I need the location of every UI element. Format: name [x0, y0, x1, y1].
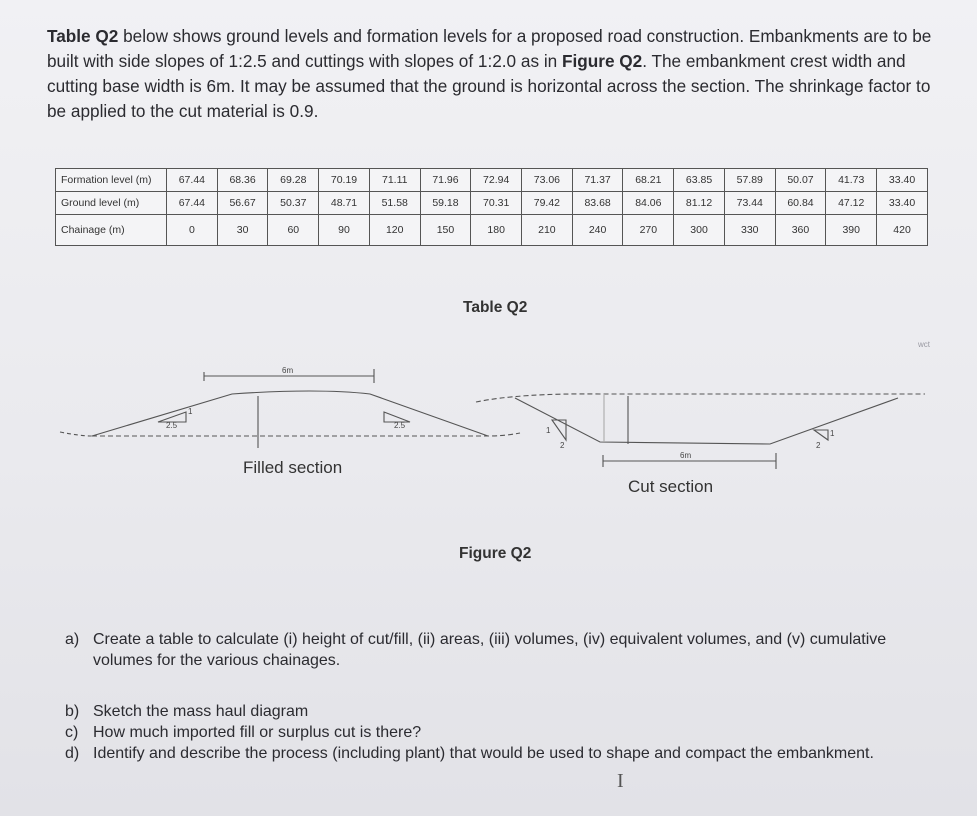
- table-cell: 210: [522, 215, 573, 246]
- cut-section-label: Cut section: [628, 477, 714, 496]
- table-cell: 73.44: [724, 192, 775, 215]
- table-cell: 59.18: [420, 192, 471, 215]
- question-text: Create a table to calculate (i) height of cut/fill, (ii) areas, (iii) volumes, (iv) equivalent volumes, and (v) cumulative volumes for the various chainages.: [93, 631, 887, 669]
- table-cell: 330: [724, 215, 775, 246]
- table-cell: 48.71: [319, 192, 370, 215]
- table-cell: 60.84: [775, 192, 826, 215]
- question-a: [65, 629, 945, 671]
- filled-section-label: Filled section: [243, 458, 343, 477]
- table-cell: 70.19: [319, 169, 370, 192]
- question-number: d): [65, 745, 80, 762]
- figure-reference: Figure Q2: [561, 51, 643, 71]
- question-text: How much imported fill or surplus cut is there?: [93, 724, 422, 741]
- table-cell: 68.36: [217, 169, 268, 192]
- fill-width-label: 6m: [282, 366, 294, 375]
- fill-slope-label-right: 2.5: [394, 421, 406, 430]
- cut-slope-triangle-right: [814, 430, 828, 440]
- cut-slope-rise-left: 1: [546, 426, 551, 435]
- table-cell: 120: [369, 215, 420, 246]
- table-cell: 79.42: [522, 192, 573, 215]
- question-text: Identify and describe the process (including plant) that would be used to shape and compact the embankment.: [93, 745, 874, 762]
- table-cell: 90: [319, 215, 370, 246]
- fill-ground-line: [92, 433, 520, 436]
- fill-ground-line-left: [60, 432, 92, 436]
- table-cell: 81.12: [674, 192, 725, 215]
- table-cell: 30: [217, 215, 268, 246]
- text-cursor-icon: I: [617, 770, 624, 792]
- table-cell: 67.44: [167, 192, 218, 215]
- table-cell: 60: [268, 215, 319, 246]
- table-cell: 70.31: [471, 192, 522, 215]
- table-cell: 71.11: [369, 169, 420, 192]
- table-cell: 150: [420, 215, 471, 246]
- cut-ground-line: [476, 394, 925, 402]
- table-cell: 71.96: [420, 169, 471, 192]
- question-list: [65, 701, 945, 764]
- table-cell: 300: [674, 215, 725, 246]
- table-cell: 67.44: [167, 169, 218, 192]
- table-cell: 71.37: [572, 169, 623, 192]
- table-reference: Table Q2: [47, 26, 119, 46]
- row-header: Ground level (m): [56, 192, 167, 215]
- question-c: [65, 722, 945, 743]
- table-cell: 420: [877, 215, 928, 246]
- table-cell: 57.89: [724, 169, 775, 192]
- embankment-outline: [92, 391, 488, 436]
- table-caption: Table Q2: [463, 299, 528, 316]
- cut-slope-label-right: 2: [816, 441, 821, 450]
- table-cell: 69.28: [268, 169, 319, 192]
- question-number: c): [65, 724, 79, 741]
- table-cell: 0: [167, 215, 218, 246]
- cut-slope-rise-right: 1: [830, 429, 835, 438]
- table-cell: 63.85: [674, 169, 725, 192]
- table-cell: 41.73: [826, 169, 877, 192]
- table-cell: 56.67: [217, 192, 268, 215]
- question-d: [65, 743, 945, 764]
- fill-slope-rise-left: 1: [188, 407, 193, 416]
- table-cell: 47.12: [826, 192, 877, 215]
- table-cell: 50.07: [775, 169, 826, 192]
- table-cell: 180: [471, 215, 522, 246]
- watermark: wct: [918, 340, 930, 349]
- row-header: Chainage (m): [56, 215, 167, 246]
- fill-slope-label-left: 2.5: [166, 421, 178, 430]
- figure-caption: Figure Q2: [459, 545, 532, 562]
- table-cell: 84.06: [623, 192, 674, 215]
- cutting-outline: [515, 398, 898, 444]
- table-cell: 390: [826, 215, 877, 246]
- question-number: a): [65, 631, 80, 648]
- table-cell: 51.58: [369, 192, 420, 215]
- intro-text-1: below shows ground levels and formation levels for a proposed road construction. Embankments are to be built with side slopes of 1:2.5 and cuttings with slopes of 1:2.0 as in: [47, 26, 932, 71]
- table-cell: 72.94: [471, 169, 522, 192]
- table-cell: 83.68: [572, 192, 623, 215]
- table-cell: 68.21: [623, 169, 674, 192]
- intro-text-2: . The embankment crest width and cutting base width is 6m. It may be assumed that the ground is horizontal across the section. The shrinkage factor to be applied to the cut material is 0.9.: [47, 51, 931, 121]
- table-cell: 73.06: [522, 169, 573, 192]
- table-cell: 50.37: [268, 192, 319, 215]
- cut-slope-label-left: 2: [560, 441, 565, 450]
- table-cell: 33.40: [877, 169, 928, 192]
- question-b: [65, 701, 945, 722]
- cut-width-label: 6m: [680, 451, 692, 460]
- table-cell: 33.40: [877, 192, 928, 215]
- table-cell: 270: [623, 215, 674, 246]
- row-header: Formation level (m): [56, 169, 167, 192]
- table-cell: 240: [572, 215, 623, 246]
- table-cell: 360: [775, 215, 826, 246]
- question-number: b): [65, 703, 80, 720]
- question-text: Sketch the mass haul diagram: [93, 703, 309, 720]
